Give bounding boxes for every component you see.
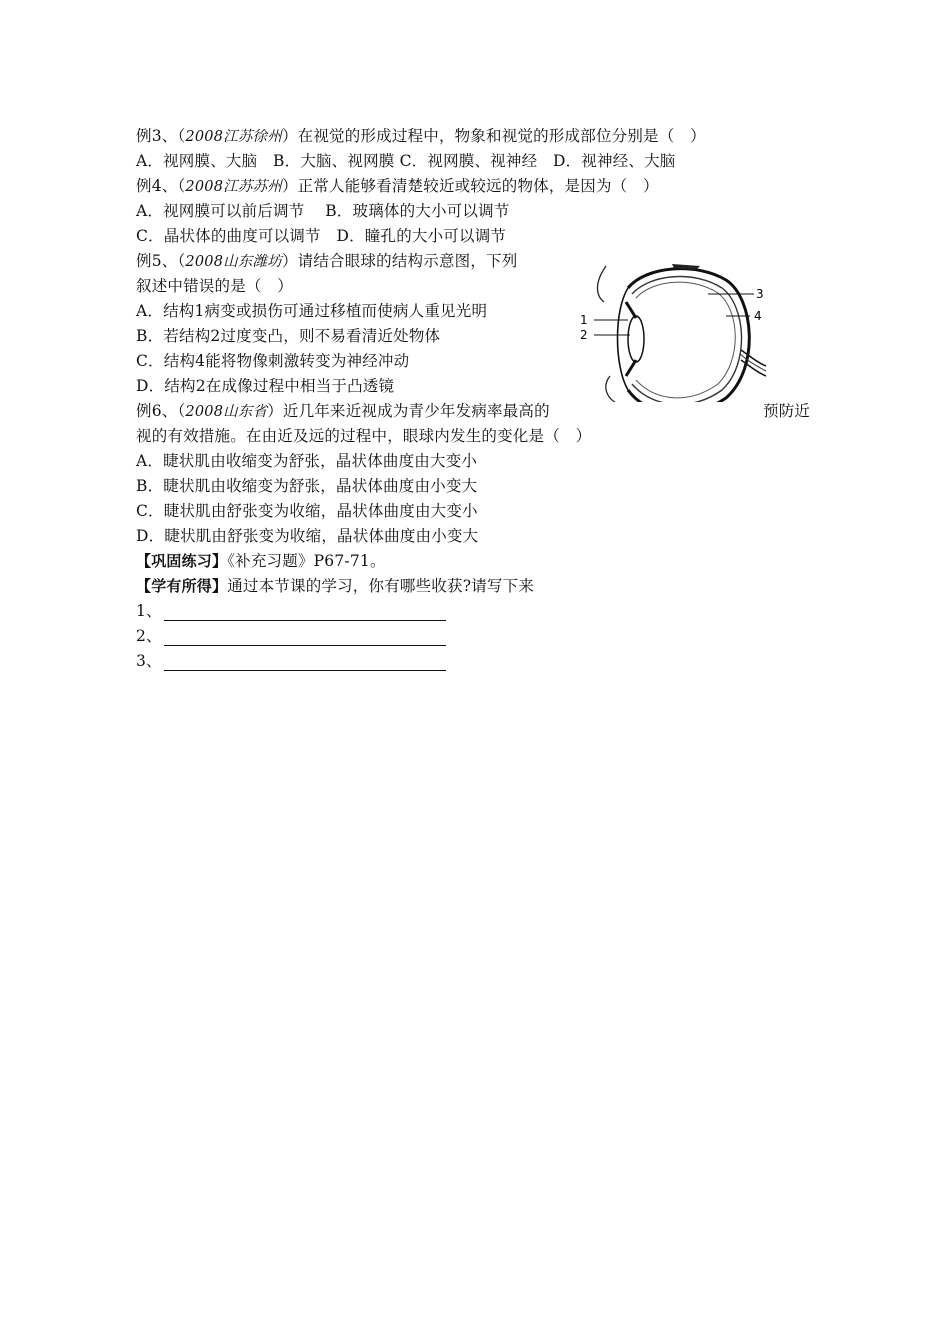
example-6-option-a: A．睫状肌由收缩变为舒张，晶状体曲度由大变小 (136, 452, 478, 470)
diagram-overlap-mask (588, 402, 762, 422)
diagram-label-1: 1 (580, 313, 588, 327)
example-4-options-cd: C．晶状体的曲度可以调节 D．瞳孔的大小可以调节 (136, 227, 507, 245)
example-4-options-ab: A．视网膜可以前后调节 B．玻璃体的大小可以调节 (136, 202, 510, 220)
example-5-option-d: D．结构2在成像过程中相当于凸透镜 (136, 377, 395, 395)
example-3-options: A．视网膜、大脑 B．大脑、视网膜 C．视网膜、视神经 D．视神经、大脑 (136, 152, 676, 170)
practice-section: 【巩固练习】《补充习题》P67-71。 (136, 552, 386, 570)
answer-blank-1[interactable] (164, 604, 446, 621)
example-4-question: 例4、（2008江苏苏州）正常人能够看清楚较近或较远的物体，是因为（ ） (136, 177, 659, 195)
example-6-question: 例6、（2008山东省）近几年来近视成为青少年发病率最高的 (136, 402, 550, 420)
example-5-option-c: C．结构4能将物像刺激转变为神经冲动 (136, 352, 410, 370)
example-6-question-cont: 视的有效措施。在由近及远的过程中，眼球内发生的变化是（ ） (136, 427, 592, 445)
example-5-option-a: A．结构1病变或损伤可通过移植而使病人重见光明 (136, 302, 488, 320)
diagram-label-2: 2 (580, 328, 588, 342)
answer-line-3: 3、 (136, 651, 446, 671)
diagram-label-4: 4 (754, 309, 762, 323)
example-6-option-b: B．睫状肌由收缩变为舒张，晶状体曲度由小变大 (136, 477, 478, 495)
example-3-question: 例3、（2008江苏徐州）在视觉的形成过程中，物象和视觉的形成部位分别是（ ） (136, 127, 706, 145)
example-6-option-c: C．睫状肌由舒张变为收缩，晶状体曲度由大变小 (136, 502, 478, 520)
example-5-question: 例5、（2008山东潍坊）请结合眼球的结构示意图，下列 (136, 252, 518, 270)
eyeball-structure-diagram (576, 258, 772, 426)
answer-blank-3[interactable] (164, 654, 446, 671)
answer-line-1: 1、 (136, 601, 446, 621)
example-5-option-b: B．若结构2过度变凸，则不易看清近处物体 (136, 327, 441, 345)
gains-section: 【学有所得】通过本节课的学习，你有哪些收获?请写下来 (136, 577, 535, 595)
example-5-question-cont: 叙述中错误的是（ ） (136, 277, 294, 295)
diagram-label-3: 3 (756, 287, 764, 301)
answer-line-2: 2、 (136, 626, 446, 646)
example-6-option-d: D．睫状肌由舒张变为收缩，晶状体曲度由小变大 (136, 527, 479, 545)
answer-blank-2[interactable] (164, 629, 446, 646)
example-6-question-tail: 预防近 (763, 402, 811, 420)
